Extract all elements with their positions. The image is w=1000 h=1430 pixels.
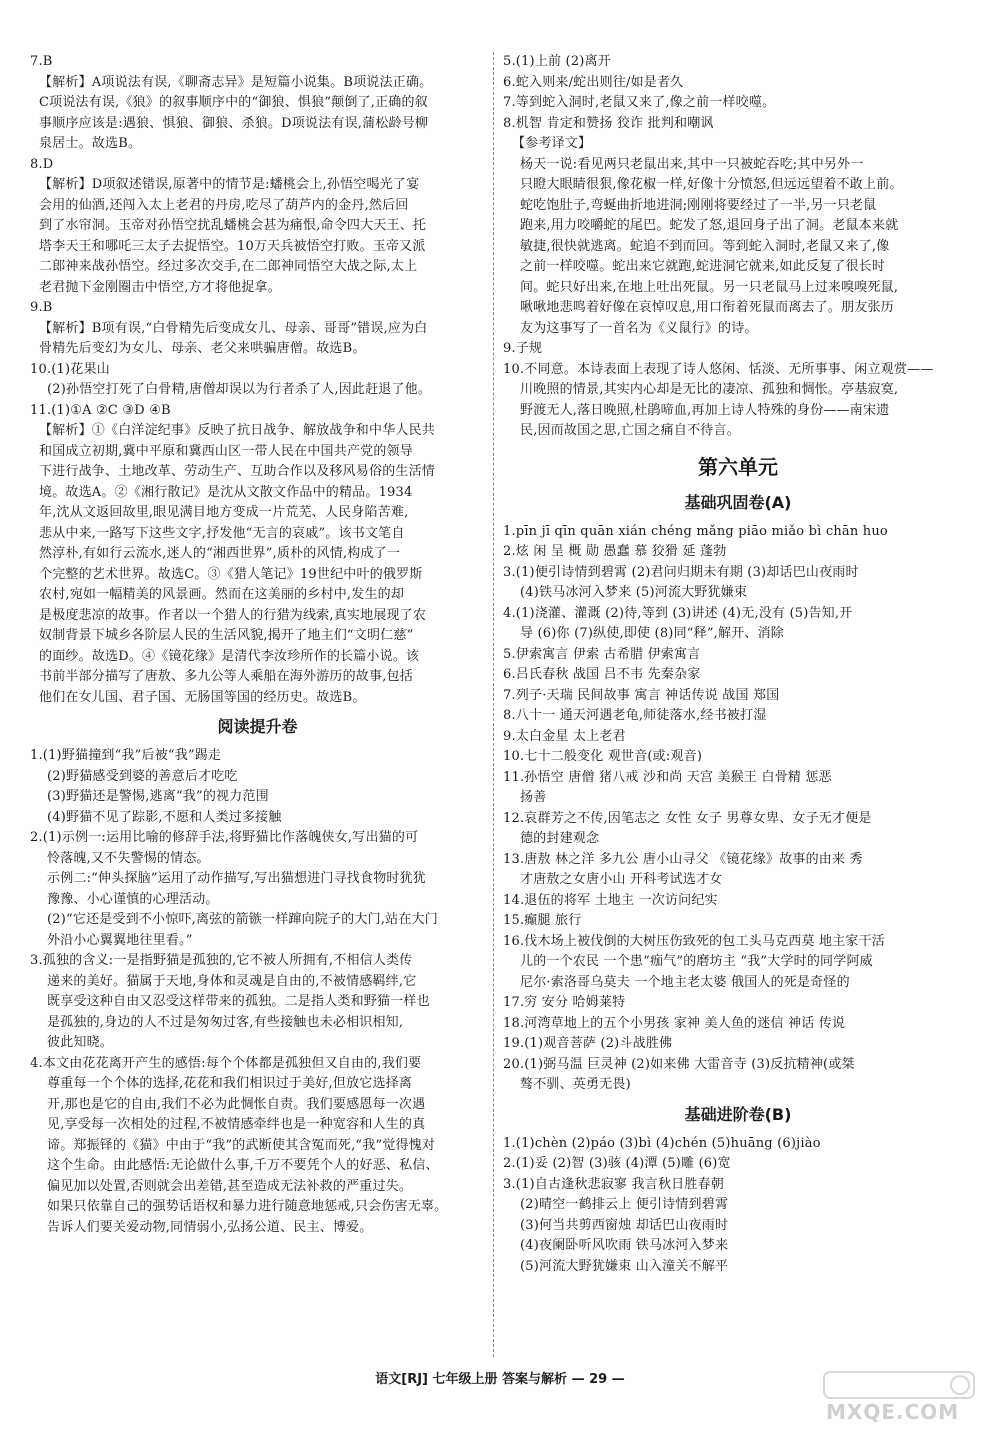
text-line: 儿的一个农民 一个患“痂气”的磨坊主 “我”大学时的同学阿威 bbox=[520, 954, 873, 969]
text-line: C项说法有误,《狼》的叙事顺序中的“御狼、惧狼”颠倒了,正确的叙 bbox=[39, 95, 428, 110]
text-line: 15.癫腿 旅行 bbox=[503, 913, 582, 928]
text-line: 老君抛下金刚圈击中悟空,方才将他捉拿。 bbox=[39, 279, 281, 295]
text-line: (5)河流大野犹嫌束 山入潼关不解平 bbox=[520, 1258, 729, 1274]
text-line: 悲从中来,一路写下这些文字,抒发他“无言的哀戚”。该书文笔自 bbox=[39, 525, 405, 541]
text-line: 【解析】B项有误,“白骨精先后变成女儿、母亲、哥哥”错误,应为白 bbox=[39, 320, 428, 336]
text-line: 是孤独的,身边的人不过是匆匆过客,有些接触也未必相识相知, bbox=[47, 1014, 404, 1030]
page-footer: 语文[RJ] 七年级上册 答案与解析 — 29 — bbox=[375, 1372, 625, 1387]
text-line: 8.八十一 通天河遇老龟,师徒落水,经书被打湿 bbox=[503, 708, 767, 723]
text-line: 书前半部分描写了唐敖、多九公等人乘船在海外游历的故事,包括 bbox=[39, 669, 413, 684]
text-line: 【参考译文】 bbox=[512, 136, 592, 151]
text-line: 14.退伍的将军 土地主 一次访问纪实 bbox=[503, 892, 718, 908]
text-line: 6.吕氏春秋 战国 吕不韦 先秦杂家 bbox=[503, 667, 701, 682]
text-line: 敏捷,很快就逃离。蛇追不到而回。等到蛇入洞时,老鼠又来了,像 bbox=[520, 238, 890, 254]
text-line: 下进行战争、土地改革、劳动生产、互助合作以及移风易俗的生活情 bbox=[39, 464, 436, 479]
text-line: 尼尔·索洛哥乌莫夫 一个地主老太婆 俄国人的死是奇怪的 bbox=[520, 974, 850, 990]
text-line: 导 (6)你 (7)纵使,即使 (8)同“释”,解开、消除 bbox=[520, 626, 784, 641]
text-line: 11.孙悟空 唐僧 猪八戒 沙和尚 天宫 美猴王 白骨精 惩恶 bbox=[503, 769, 832, 785]
text-line: 既享受这种自由又忍受这样带来的孤独。二是指人类和野猫一样也 bbox=[47, 994, 430, 1009]
text-line: 1.(1)野猫撞到“我”后被“我”踢走 bbox=[30, 748, 222, 763]
text-line: 跑来,用力咬嚼蛇的尾巴。蛇发了怒,退回身子出了洞。老鼠本来就 bbox=[520, 218, 899, 233]
text-line: 骨精先后变幻为女儿、母亲、老父来哄骗唐僧。故选B。 bbox=[39, 341, 366, 356]
text-line: 年,沈从文返回故里,眼见满目地方变成一片荒芜、人民身陷苦难, bbox=[39, 505, 409, 520]
text-line: 二郎神来战孙悟空。经过多次交手,在二郎神同悟空大战之际,太上 bbox=[39, 259, 418, 274]
text-line: 开,那也是它的自由,我们不必为此惆怅自责。我们要感恩每一次遇 bbox=[47, 1096, 426, 1112]
text-line: 2.(1)妥 (2)智 (3)骇 (4)潭 (5)雕 (6)宽 bbox=[503, 1156, 731, 1171]
text-line: 17.穷 安分 哈姆莱特 bbox=[503, 995, 626, 1010]
text-line: 12.哀群芳之不传,因笔志之 女性 女子 男尊女卑、女子无才便是 bbox=[503, 810, 872, 826]
text-line: 8.机智 肯定和赞扬 狡诈 批判和嘲讽 bbox=[503, 115, 714, 131]
text-line: 9.太白金星 太上老君 bbox=[503, 728, 626, 744]
text-line: 7.等到蛇入洞时,老鼠又来了,像之前一样咬噬。 bbox=[503, 95, 776, 110]
text-line: 7.列子·天瑞 民间故事 寓言 神话传说 战国 郑国 bbox=[503, 687, 780, 703]
section-heading: 阅读提升卷 bbox=[217, 717, 298, 736]
text-line: 5.伊索寓言 伊索 古希腊 伊索寓言 bbox=[503, 646, 701, 662]
text-line: 会用的仙酒,还闯入太上老君的丹房,吃尽了葫芦内的金丹,然后回 bbox=[39, 197, 409, 213]
text-line: (3)何当共剪西窗烛 却话巴山夜雨时 bbox=[520, 1217, 729, 1233]
text-line: (3)野猫还是警惕,逃离“我”的视力范围 bbox=[47, 789, 269, 804]
text-line: 1.pīn jī qīn quān xián chéng mǎng piāo miǎo bì chān huo bbox=[503, 523, 888, 539]
text-line: 5.(1)上前 (2)离开 bbox=[503, 54, 611, 69]
text-line: 16.伐木场上被伐倒的大树压伤致死的包工头马克西莫 地主家干活 bbox=[503, 933, 886, 949]
text-line: 间。蛇只好出来,在地上吐出死鼠。另一只老鼠马上过来嗅嗅死鼠, bbox=[520, 279, 899, 295]
text-line: (2)晴空一鹤排云上 便引诗情到碧霄 bbox=[520, 1197, 729, 1212]
text-line: 4.(1)浇灌、灌溉 (2)待,等到 (3)讲述 (4)无,没有 (5)告知,开 bbox=[503, 605, 853, 621]
text-line: 10.(1)花果山 bbox=[30, 361, 110, 377]
text-line: 奴制背景下城乡各阶层人民的生活风貌,揭开了地主们“文明仁慈” bbox=[39, 628, 414, 643]
text-line: 农村,宛如一幅精美的风景画。然而在这美丽的乡村中,发生的却 bbox=[39, 587, 405, 602]
text-line: 7.B bbox=[30, 54, 53, 69]
text-line: 的面纱。故选D。④《镜花缘》是清代李汝珍所作的长篇小说。该 bbox=[39, 648, 420, 664]
text-line: 谛。郑振铎的《猫》中由于“我”的武断使其含冤而死,“我”觉得愧对 bbox=[47, 1137, 436, 1153]
text-line: 13.唐敖 林之洋 多九公 唐小山寻父 《镜花缘》故事的由来 秀 bbox=[503, 851, 863, 867]
text-line: (4)野猫不见了踪影,不愿和人类过多接触 bbox=[47, 809, 282, 825]
text-line: 11.(1)①A ②C ③D ④B bbox=[30, 402, 171, 418]
text-line: 德的封建观念 bbox=[520, 831, 600, 846]
section-heading: 基础巩固卷(A) bbox=[684, 492, 792, 512]
section-heading: 基础进阶卷(B) bbox=[684, 1104, 792, 1124]
text-line: 【解析】D项叙述错误,原著中的情节是:蟠桃会上,孙悟空喝光了宴 bbox=[39, 177, 420, 192]
text-line: 20.(1)弼马温 巨灵神 (2)如来佛 大雷音寺 (3)反抗精神(或桀 bbox=[503, 1056, 855, 1072]
section-heading: 第六单元 bbox=[698, 454, 778, 479]
text-line: 蛇吃饱肚子,弯蜒曲折地进洞;刚刚将要经过了一半,另一只老鼠 bbox=[520, 197, 877, 213]
text-line: 杨天一说:看见两只老鼠出来,其中一只被蛇吞吃;其中另外一 bbox=[520, 156, 864, 172]
text-line: 6.蛇入则来/蛇出则往/如是者久 bbox=[503, 74, 684, 90]
text-line: 彼此知晓。 bbox=[47, 1035, 114, 1050]
text-line: 尊重每一个个体的选择,花花和我们相识过于美好,但放它选择离 bbox=[47, 1076, 413, 1091]
text-line: (4)夜阑卧听风吹雨 铁马冰河入梦来 bbox=[520, 1238, 729, 1253]
text-line: 见,享受每一次相处的过程,不被情感牵绊也是一种宽容和人生的真 bbox=[47, 1117, 426, 1132]
text-line: 怜落魄,又不失警惕的情态。 bbox=[47, 850, 210, 866]
text-line: 告诉人们要关爱动物,同情弱小,弘扬公道、民主、博爱。 bbox=[47, 1219, 373, 1235]
text-line: 川晚照的情景,其实内心却是无比的凄凉、孤独和惆怅。亭基寂寞, bbox=[520, 382, 899, 397]
text-line: 9.子规 bbox=[503, 341, 543, 356]
text-line: 塔李天王和哪吒三太子去捉悟空。10万天兵被悟空打败。玉帝又派 bbox=[39, 238, 426, 254]
text-line: 示例二:“伸头探脑”运用了动作描写,写出猫想进门寻找食物时犹犹 bbox=[47, 871, 427, 886]
text-line: 9.B bbox=[30, 300, 53, 315]
text-line: 3.孤独的含义:一是指野猫是孤独的,它不被人所拥有,不相信人类传 bbox=[30, 953, 413, 968]
text-line: 2.炫 闲 呈 概 勋 愚蠢 慕 狡猾 延 蓬勃 bbox=[503, 544, 727, 559]
column-divider bbox=[493, 52, 494, 1357]
text-line: 然淳朴,有如行云流水,迷人的“湘西世界”,质朴的风情,构成了一 bbox=[39, 546, 401, 561]
text-line: 骜不驯、英勇无畏) bbox=[520, 1077, 631, 1092]
text-line: (2)野猫感受到婆的善意后才吃吃 bbox=[47, 768, 238, 784]
text-line: 境。故选A。②《湘行散记》是沈从文散文作品中的精品。1934 bbox=[39, 484, 413, 500]
text-line: 之前一样咬噬。蛇出来它就跑,蛇进洞它就来,如此反复了很长时 bbox=[520, 259, 886, 274]
text-line: 偏见加以处置,否则就会出差错,甚至造成无法补救的严重过失。 bbox=[47, 1178, 413, 1194]
text-line: 豫豫、小心谨慎的心理活动。 bbox=[47, 891, 219, 907]
text-line: (4)铁马冰河入梦来 (5)河流大野犹嫌束 bbox=[520, 585, 748, 600]
right-column bbox=[503, 52, 973, 1277]
text-line: 这个生命。由此感悟:无论做什么事,千万不要凭个人的好恶、私信、 bbox=[47, 1158, 439, 1173]
text-line: 10.不同意。本诗表面上表现了诗人悠闲、恬淡、无所事事、闲立观赏—— bbox=[503, 361, 934, 377]
text-line: 10.七十二般变化 观世音(或:观音) bbox=[503, 749, 703, 764]
left-column bbox=[30, 52, 485, 1238]
text-line: 到了水帘洞。玉帝对孙悟空扰乱蟠桃会甚为痛恨,命令四大天王、托 bbox=[39, 218, 427, 233]
text-line: 只瞪大眼睛很狠,像花椒一样,好像十分愤怒,但远远望着不敢上前。 bbox=[520, 177, 903, 192]
text-line: 4.本文由花花离开产生的感悟:每个个体都是孤独但又自由的,我们要 bbox=[30, 1055, 422, 1071]
text-line: 递来的美好。猫属于天地,身体和灵魂是自由的,不被情感羁绊,它 bbox=[47, 973, 417, 989]
text-line: (2)孙悟空打死了白骨精,唐僧却误以为行者杀了人,因此赶退了他。 bbox=[47, 382, 432, 397]
text-line: 野渡无人,落日晚照,杜鹃啼血,再加上诗人特殊的身份——南宋遗 bbox=[520, 402, 890, 418]
text-line: 和国成立初期,冀中平原和冀西山区一带人民在中国共产党的领导 bbox=[39, 443, 413, 459]
text-line: (2)“它还是受到不小惊吓,离弦的箭镞一样蹿向院子的大门,站在大门 bbox=[47, 912, 438, 927]
text-line: 3.(1)自古逢秋悲寂寥 我言秋日胜春朝 bbox=[503, 1176, 724, 1192]
text-line: 个完整的艺术世界。故选C。③《猎人笔记》19世纪中叶的俄罗斯 bbox=[39, 566, 423, 582]
text-line: 19.(1)观音菩萨 (2)斗战胜佛 bbox=[503, 1036, 673, 1051]
text-line: 1.(1)chèn (2)páo (3)bì (4)chén (5)huāng (6)jiào bbox=[503, 1135, 821, 1151]
text-line: 3.(1)便引诗情到碧霄 (2)君问归期未有期 (3)却话巴山夜雨时 bbox=[503, 564, 859, 580]
text-line: 啾啾地悲鸣着好像在哀悼叹息,用口衔着死鼠而离去了。朋友张历 bbox=[520, 300, 894, 315]
text-line: 外沿小心翼翼地往里看。” bbox=[47, 932, 193, 948]
text-line: 他们在女儿国、君子国、无肠国等国的经历史。故选B。 bbox=[39, 689, 366, 705]
text-line: 泉居士。故选B。 bbox=[39, 136, 142, 151]
text-line: 【解析】①《白洋淀纪事》反映了抗日战争、解放战争和中华人民共 bbox=[39, 423, 436, 438]
text-line: 友为这事写了一首名为《义鼠行》的诗。 bbox=[520, 320, 758, 336]
text-line: 扬善 bbox=[520, 790, 547, 805]
text-line: 是极度悲凉的故事。作者以一个猎人的行猎为线索,真实地展现了农 bbox=[39, 607, 427, 623]
text-line: 【解析】A项说法有误,《聊斋志异》是短篇小说集。B项说法正确。 bbox=[39, 74, 433, 90]
text-line: 事顺序应该是:遇狼、惧狼、御狼、杀狼。D项说法有误,蒲松龄号柳 bbox=[39, 115, 429, 131]
text-line: 才唐敖之女唐小山 开科考试选才女 bbox=[520, 872, 723, 887]
text-line: 2.(1)示例一:运用比喻的修辞手法,将野猫比作落魄侠女,写出猫的可 bbox=[30, 830, 419, 845]
text-line: 如果只依靠自己的强势话语权和暴力进行随意地惩戒,只会伤害无辜。 bbox=[47, 1199, 448, 1214]
text-line: 民,因而故国之思,亡国之痛自不待言。 bbox=[520, 423, 740, 438]
watermark-text: MXQE.COM bbox=[826, 1400, 960, 1424]
text-line: 18.河湾草地上的五个小男孩 家神 美人鱼的迷信 神话 传说 bbox=[503, 1015, 846, 1031]
text-line: 8.D bbox=[30, 156, 54, 172]
